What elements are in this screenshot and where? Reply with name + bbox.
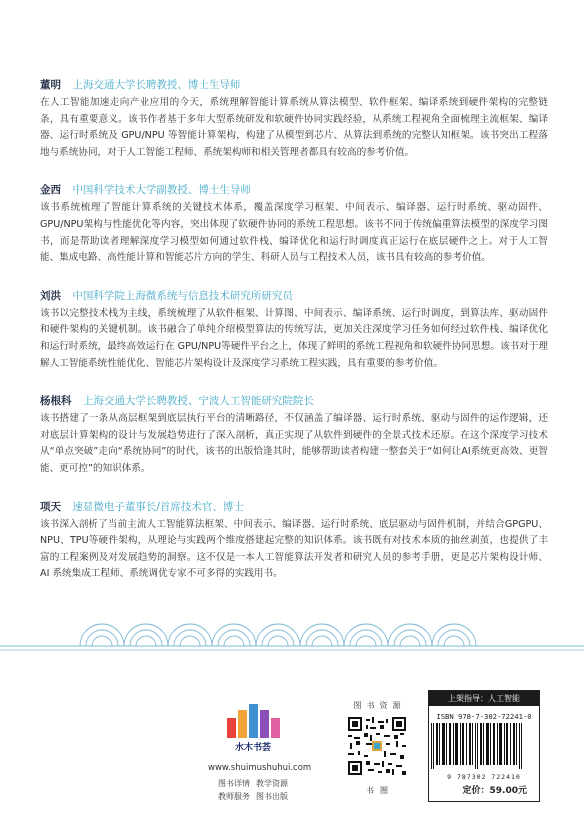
- publisher-logo: [226, 700, 280, 738]
- publisher-url: www.shuimushuhui.com: [208, 763, 312, 773]
- endorsement-text: 在人工智能加速走向产业应用的今天，系统理解智能计算系统从算法模型、软件框架、编译系统到硬件架构的完整链条，具有重要意义。该书作者基于多年大型系统研发和软硬件协同实践经验，从系统工程视角全面梳理主流框架、编译器、运行时系统及 GPU/NPU 等智能计算架构，构建了从模型到芯片、从算法到系统的完整认知框架。该书突出工程落地与系统协同，对于人工智能工程师、系统架构师和相关管理者都具有较高的参考价值。: [40, 97, 548, 158]
- endorser-title: 上海交通大学长聘教授、宁波人工智能研究院院长: [82, 395, 314, 408]
- endorsement-text: 该书深入剖析了当前主流人工智能算法框架、中间表示、编译器、运行时系统、底层驱动与固件机制，并结合GPGPU、NPU、TPU等硬件架构，从理论与实践两个维度搭建起完整的知识体系。该书既有对技术本质的抽丝剥茧，也提供了丰富的工程案例及对发展趋势的洞察。这不仅是一本人工智能算法开发者和研究人员的参考手册，更是芯片架构设计师、AI 系统集成工程师、系统调优专家不可多得的实践用书。: [40, 518, 548, 580]
- endorsement: [40, 78, 548, 161]
- publisher-name: 水木书荟: [234, 743, 271, 753]
- isbn-code: ISBN 978-7-302-72241-0: [436, 712, 532, 721]
- endorser-name: 刘洪: [40, 289, 61, 302]
- link-book-details: 图书详情: [218, 779, 250, 788]
- endorser-name: 项天: [40, 500, 61, 513]
- link-teaching-resources: 教学资源: [256, 779, 288, 788]
- endorser-title: 速显微电子董事长/首席技术官、博士: [72, 500, 244, 513]
- endorsement-header: [40, 394, 548, 409]
- endorsement: [40, 183, 548, 266]
- endorser-name: 董明: [40, 79, 61, 91]
- isbn-block: [428, 690, 540, 802]
- endorsement: [40, 289, 548, 372]
- endorsement-text: 该书以完整技术栈为主线，系统梳理了从软件框架、计算图、中间表示、编译系统、运行时调度，到算法库、驱动固件和硬件架构的关键机制。该书融合了单纯介绍模型算法的传统写法，更加关注深度学习任务如何经过软件栈、编译优化和运行时系统，最终高效运行在 GPU/NPU等硬件平台之上，体现了鲜明的系统工程视角和软硬件协同思想。该书对于理解人工智能系统性能优化、智能芯片架构设计及深度学习系统工程实践，具有重要的参考价值。: [40, 307, 548, 369]
- endorsement: [40, 500, 548, 583]
- endorsement-header: [40, 500, 548, 515]
- publisher-logo-block: [208, 700, 312, 803]
- endorsement-header: [40, 289, 548, 304]
- endorser-title: 中国科学技术大学副教授、博士生导师: [72, 184, 251, 197]
- endorser-name: 金西: [40, 184, 61, 197]
- isbn-digits: 9 787302 722410: [447, 773, 521, 781]
- link-publishing: 图书出版: [256, 792, 288, 801]
- qr-caption: 图书资源: [353, 701, 406, 710]
- endorsement-text: 该书系统梳理了智能计算系统的关键技术体系，覆盖深度学习框架、中间表示、编译器、运行时系统、驱动固件、GPU/NPU架构与性能优化等内容，突出体现了软硬件协同的系统工程思想。该书不同于传统偏重算法模型的深度学习图书，而是帮助读者理解深度学习模型如何通过软件栈、编译优化和运行时调度真正运行在底层硬件之上。对于人工智能、集成电路、高性能计算和智能芯片方向的学生、科研人员与工程技术人员，该书具有较高的参考价值。: [40, 202, 548, 264]
- price: 定价：59.00元: [462, 786, 527, 796]
- qr-bottom-caption: 书圈: [366, 786, 394, 795]
- endorsement-header: [40, 78, 548, 93]
- endorser-title: 上海交通大学长聘教授、博士生导师: [72, 79, 241, 91]
- link-teacher-service: 教师服务: [218, 792, 250, 801]
- wave-ornament: [0, 616, 584, 656]
- endorsement-text: 该书搭建了一条从高层框架到底层执行平台的清晰路径，不仅涵盖了编译器、运行时系统、驱动与固件的运作逻辑，还对底层计算架构的设计与发展趋势进行了深入剖析，真正实现了从软件到硬件的全景式技术还原。在这个深度学习技术从“单点突破”走向“系统协同”的时代，该书的出版恰逢其时，能够帮助读者构建一整套关于“如何让AI系统更高效、更智能、更可控”的知识体系。: [40, 413, 548, 474]
- endorsement-header: [40, 183, 548, 198]
- shelving-category: 上架指导：人工智能: [429, 691, 539, 706]
- publisher-links: [208, 777, 298, 803]
- endorser-title: 中国科学院上海微系统与信息技术研究所研究员: [72, 289, 293, 302]
- barcode-icon: [429, 723, 525, 769]
- endorsement-list: [40, 78, 548, 605]
- endorser-name: 杨根科: [40, 395, 72, 408]
- qr-block: [342, 700, 412, 796]
- qr-code-icon: [348, 717, 406, 775]
- endorsement: [40, 394, 548, 477]
